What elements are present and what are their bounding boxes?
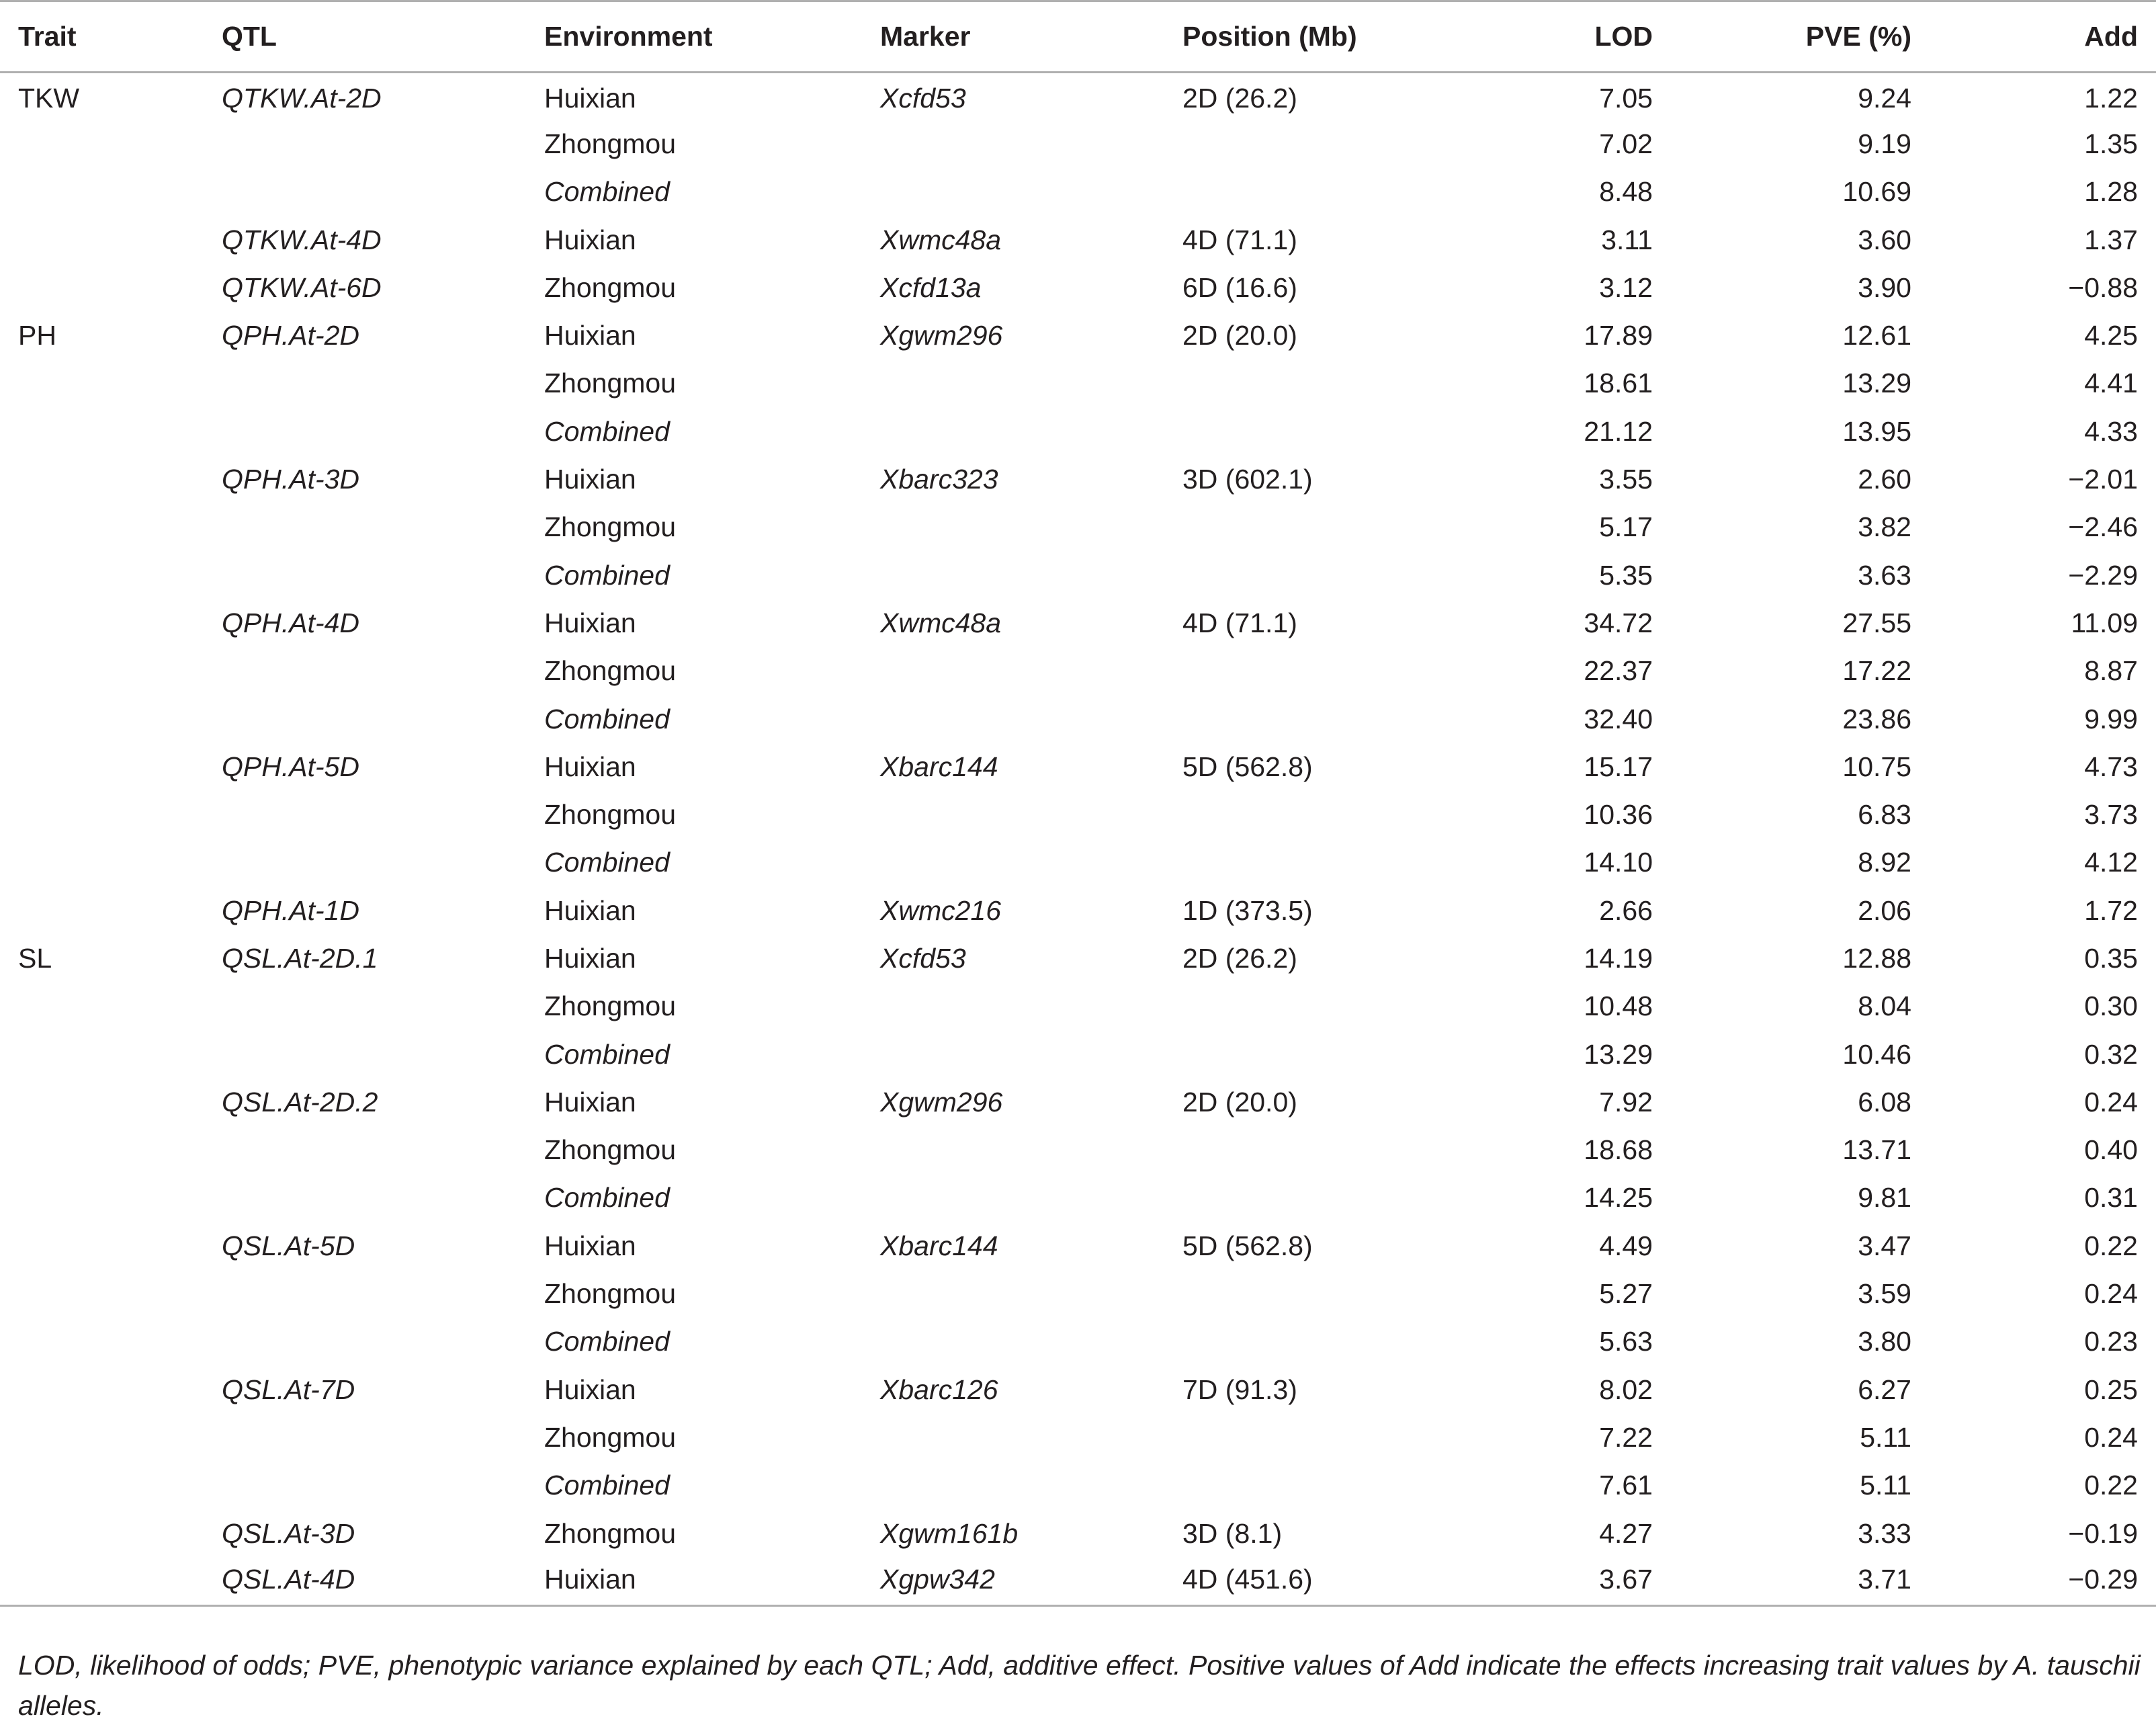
qtl-cell: QPH.At-2D	[222, 320, 360, 351]
header-marker: Marker	[880, 1, 1182, 73]
position-cell	[1182, 1030, 1505, 1078]
position-cell	[1182, 360, 1505, 407]
lod-cell: 21.12	[1584, 415, 1653, 447]
qtl-cell	[222, 120, 544, 168]
position-cell: 3D (602.1)	[1182, 464, 1313, 495]
lod-cell: 7.92	[1599, 1086, 1653, 1117]
environment-cell: Combined	[544, 847, 670, 878]
marker-cell	[880, 120, 1182, 168]
marker-cell	[880, 1126, 1182, 1174]
environment-cell: Zhongmou	[544, 368, 677, 399]
trait-cell	[0, 168, 222, 216]
add-cell: 1.28	[2084, 176, 2138, 208]
table-row	[0, 264, 2156, 312]
trait-cell	[0, 264, 222, 312]
lod-cell: 7.05	[1599, 83, 1653, 114]
add-cell: −2.46	[2068, 511, 2138, 543]
lod-cell: 34.72	[1584, 607, 1653, 638]
environment-cell: Huixian	[544, 224, 636, 255]
trait-cell	[0, 1462, 222, 1509]
marker-cell	[880, 168, 1182, 216]
table-row	[0, 599, 2156, 647]
table-row	[0, 1222, 2156, 1270]
trait-cell	[0, 1079, 222, 1126]
environment-cell: Zhongmou	[544, 1134, 677, 1166]
marker-cell: Xbarc126	[880, 1374, 998, 1405]
lod-cell: 3.55	[1599, 464, 1653, 495]
trait-cell	[0, 1270, 222, 1318]
position-cell: 4D (451.6)	[1182, 1558, 1505, 1605]
qtl-cell: QSL.At-7D	[222, 1374, 355, 1405]
marker-cell: Xcfd53	[880, 942, 966, 974]
pve-cell: 6.27	[1858, 1374, 1911, 1405]
table-row	[0, 360, 2156, 407]
pve-cell: 10.46	[1842, 1038, 1911, 1070]
pve-cell: 3.33	[1858, 1517, 1911, 1549]
lod-cell: 4.49	[1599, 1230, 1653, 1261]
lod-cell: 15.17	[1584, 751, 1653, 782]
environment-cell: Combined	[544, 1326, 670, 1357]
position-cell	[1182, 120, 1505, 168]
lod-cell: 5.63	[1599, 1326, 1653, 1357]
table-row	[0, 312, 2156, 360]
position-cell	[1182, 791, 1505, 839]
qtl-cell: QPH.At-5D	[222, 751, 360, 782]
qtl-cell	[222, 647, 544, 695]
trait-cell	[0, 1509, 222, 1557]
trait-cell	[0, 1366, 222, 1414]
position-cell	[1182, 1174, 1505, 1222]
qtl-cell: QSL.At-2D.2	[222, 1086, 378, 1117]
environment-cell: Combined	[544, 176, 670, 208]
add-cell: 0.35	[2084, 942, 2138, 974]
trait-cell	[0, 456, 222, 503]
pve-cell: 5.11	[1860, 1421, 1911, 1453]
position-cell	[1182, 1462, 1505, 1509]
trait-cell	[0, 1222, 222, 1270]
table-row	[0, 551, 2156, 599]
add-cell: 4.33	[2084, 415, 2138, 447]
marker-cell	[880, 695, 1182, 743]
trait-cell	[0, 1174, 222, 1222]
trait-cell	[0, 1414, 222, 1462]
add-cell: 1.37	[2084, 224, 2138, 255]
pve-cell: 9.24	[1858, 83, 1911, 114]
pve-cell: 5.11	[1860, 1470, 1911, 1501]
table-row	[0, 503, 2156, 551]
lod-cell: 7.02	[1599, 128, 1653, 159]
table-row	[0, 1030, 2156, 1078]
table-row	[0, 1414, 2156, 1462]
trait-cell: PH	[18, 320, 56, 351]
add-cell: 3.73	[2084, 799, 2138, 831]
trait-cell	[0, 887, 222, 935]
header-qtl: QTL	[222, 1, 544, 73]
trait-cell	[0, 551, 222, 599]
qtl-cell: QPH.At-4D	[222, 607, 360, 638]
add-cell: −2.01	[2068, 464, 2138, 495]
environment-cell: Combined	[544, 703, 670, 734]
position-cell	[1182, 1318, 1505, 1365]
lod-cell: 2.66	[1599, 894, 1653, 926]
pve-cell: 3.90	[1858, 271, 1911, 303]
qtl-cell	[222, 1462, 544, 1509]
environment-cell: Huixian	[544, 464, 636, 495]
environment-cell: Zhongmou	[544, 1421, 677, 1453]
marker-cell	[880, 1174, 1182, 1222]
qtl-cell	[222, 1414, 544, 1462]
qtl-cell	[222, 695, 544, 743]
position-cell: 5D (562.8)	[1182, 1230, 1313, 1261]
environment-cell: Zhongmou	[544, 1278, 677, 1310]
lod-cell: 10.48	[1584, 990, 1653, 1022]
table-row	[0, 1126, 2156, 1174]
add-cell: 4.12	[2084, 847, 2138, 878]
pve-cell: 3.71	[1653, 1558, 1911, 1605]
table-row	[0, 935, 2156, 982]
position-cell: 5D (562.8)	[1182, 751, 1313, 782]
add-cell: 1.35	[2084, 128, 2138, 159]
position-cell: 4D (71.1)	[1182, 224, 1297, 255]
pve-cell: 17.22	[1842, 655, 1911, 687]
table-row	[0, 982, 2156, 1030]
marker-cell: Xgpw342	[880, 1558, 1182, 1605]
trait-cell	[0, 360, 222, 407]
lod-cell: 7.22	[1599, 1421, 1653, 1453]
marker-cell: Xgwm296	[880, 1086, 1003, 1117]
qtl-cell: QSL.At-4D	[222, 1558, 544, 1605]
position-cell: 1D (373.5)	[1182, 894, 1313, 926]
qtl-cell	[222, 1126, 544, 1174]
table-row	[0, 73, 2156, 120]
add-cell: 0.25	[2084, 1374, 2138, 1405]
environment-cell: Zhongmou	[544, 1517, 677, 1549]
marker-cell	[880, 408, 1182, 456]
lod-cell: 4.27	[1599, 1517, 1653, 1549]
marker-cell	[880, 1414, 1182, 1462]
marker-cell	[880, 360, 1182, 407]
qtl-cell	[222, 408, 544, 456]
marker-cell	[880, 839, 1182, 886]
qtl-cell: QSL.At-3D	[222, 1517, 355, 1549]
qtl-cell: QSL.At-5D	[222, 1230, 355, 1261]
qtl-cell	[222, 1270, 544, 1318]
position-cell: 2D (26.2)	[1182, 942, 1297, 974]
add-cell: 0.30	[2084, 990, 2138, 1022]
add-cell: −2.29	[2068, 559, 2138, 591]
position-cell	[1182, 695, 1505, 743]
position-cell: 2D (20.0)	[1182, 1086, 1297, 1117]
lod-cell: 10.36	[1584, 799, 1653, 831]
environment-cell: Huixian	[544, 751, 636, 782]
table-row	[0, 1270, 2156, 1318]
qtl-cell	[222, 982, 544, 1030]
marker-cell: Xcfd53	[880, 83, 966, 114]
marker-cell	[880, 791, 1182, 839]
pve-cell: 3.60	[1858, 224, 1911, 255]
position-cell: 4D (71.1)	[1182, 607, 1297, 638]
position-cell: 7D (91.3)	[1182, 1374, 1297, 1405]
table-footnote: LOD, likelihood of odds; PVE, phenotypic variance explained by each QTL; Add, additive effect. Positive values of Add indicate the effects increasing trait values by A. tauschii alleles.	[18, 1650, 2141, 1721]
environment-cell: Zhongmou	[544, 655, 677, 687]
lod-cell: 18.68	[1584, 1134, 1653, 1166]
pve-cell: 6.83	[1858, 799, 1911, 831]
trait-cell: TKW	[18, 83, 80, 114]
marker-cell: Xgwm161b	[880, 1517, 1019, 1549]
add-cell: 8.87	[2084, 655, 2138, 687]
environment-cell: Zhongmou	[544, 990, 677, 1022]
qtl-cell	[222, 168, 544, 216]
lod-cell: 3.11	[1601, 224, 1653, 255]
lod-cell: 17.89	[1584, 320, 1653, 351]
position-cell	[1182, 168, 1505, 216]
lod-cell: 13.29	[1584, 1038, 1653, 1070]
pve-cell: 3.80	[1858, 1326, 1911, 1357]
table-body	[0, 73, 2156, 1606]
qtl-cell	[222, 503, 544, 551]
environment-cell: Huixian	[544, 1086, 636, 1117]
trait-cell	[0, 408, 222, 456]
environment-cell: Huixian	[544, 320, 636, 351]
table-row	[0, 1318, 2156, 1365]
pve-cell: 2.06	[1858, 894, 1911, 926]
table-row	[0, 408, 2156, 456]
header-environment: Environment	[544, 1, 880, 73]
position-cell: 2D (20.0)	[1182, 320, 1297, 351]
environment-cell: Huixian	[544, 1230, 636, 1261]
header-position: Position (Mb)	[1182, 1, 1505, 73]
add-cell: −0.88	[2068, 271, 2138, 303]
environment-cell: Combined	[544, 1182, 670, 1214]
marker-cell: Xcfd13a	[880, 271, 982, 303]
marker-cell: Xwmc48a	[880, 224, 1002, 255]
lod-cell: 3.12	[1599, 271, 1653, 303]
environment-cell: Huixian	[544, 1558, 880, 1605]
trait-cell	[0, 695, 222, 743]
table-row	[0, 791, 2156, 839]
environment-cell: Combined	[544, 1470, 670, 1501]
environment-cell: Huixian	[544, 894, 636, 926]
qtl-cell	[222, 791, 544, 839]
add-cell: 0.32	[2084, 1038, 2138, 1070]
marker-cell	[880, 503, 1182, 551]
pve-cell: 6.08	[1858, 1086, 1911, 1117]
position-cell	[1182, 503, 1505, 551]
environment-cell: Combined	[544, 1038, 670, 1070]
lod-cell: 8.02	[1599, 1374, 1653, 1405]
table-row	[0, 647, 2156, 695]
marker-cell	[880, 647, 1182, 695]
qtl-cell: QPH.At-3D	[222, 464, 360, 495]
pve-cell: 13.95	[1842, 415, 1911, 447]
qtl-cell: QTKW.At-2D	[222, 83, 382, 114]
pve-cell: 27.55	[1842, 607, 1911, 638]
lod-cell: 14.19	[1584, 942, 1653, 974]
trait-cell	[0, 1318, 222, 1365]
position-cell	[1182, 647, 1505, 695]
trait-cell	[0, 120, 222, 168]
position-cell: 3D (8.1)	[1182, 1517, 1283, 1549]
trait-cell: SL	[18, 942, 52, 974]
pve-cell: 8.92	[1858, 847, 1911, 878]
header-add: Add	[1911, 1, 2156, 73]
pve-cell: 12.88	[1842, 942, 1911, 974]
pve-cell: 8.04	[1858, 990, 1911, 1022]
table-row	[0, 695, 2156, 743]
qtl-cell: QPH.At-1D	[222, 894, 360, 926]
marker-cell	[880, 1318, 1182, 1365]
qtl-cell: QTKW.At-4D	[222, 224, 382, 255]
lod-cell: 8.48	[1599, 176, 1653, 208]
lod-cell: 7.61	[1599, 1470, 1653, 1501]
add-cell: −0.29	[1911, 1558, 2156, 1605]
table-row	[0, 168, 2156, 216]
marker-cell: Xbarc323	[880, 464, 998, 495]
environment-cell: Huixian	[544, 607, 636, 638]
position-cell	[1182, 1270, 1505, 1318]
lod-cell: 14.10	[1584, 847, 1653, 878]
qtl-cell	[222, 1318, 544, 1365]
add-cell: 1.72	[2084, 894, 2138, 926]
marker-cell: Xgwm296	[880, 320, 1003, 351]
environment-cell: Huixian	[544, 942, 636, 974]
trait-cell	[0, 839, 222, 886]
qtl-cell	[222, 1174, 544, 1222]
table-row	[0, 1366, 2156, 1414]
marker-cell	[880, 551, 1182, 599]
marker-cell: Xbarc144	[880, 751, 998, 782]
add-cell: 9.99	[2084, 703, 2138, 734]
trait-cell	[0, 647, 222, 695]
table-row	[0, 743, 2156, 791]
pve-cell: 2.60	[1858, 464, 1911, 495]
lod-cell: 5.35	[1599, 559, 1653, 591]
table-row	[0, 887, 2156, 935]
qtl-cell	[222, 1030, 544, 1078]
table-row	[0, 839, 2156, 886]
table-row	[0, 1558, 2156, 1605]
lod-cell: 3.67	[1505, 1558, 1653, 1605]
pve-cell: 3.59	[1858, 1278, 1911, 1310]
trait-cell	[0, 743, 222, 791]
marker-cell: Xwmc216	[880, 894, 1002, 926]
add-cell: 1.22	[2084, 83, 2138, 114]
header-pve: PVE (%)	[1653, 1, 1911, 73]
table-row	[0, 120, 2156, 168]
environment-cell: Zhongmou	[544, 511, 677, 543]
qtl-cell	[222, 360, 544, 407]
environment-cell: Combined	[544, 559, 670, 591]
trait-cell	[0, 1030, 222, 1078]
pve-cell: 9.19	[1858, 128, 1911, 159]
pve-cell: 13.29	[1842, 368, 1911, 399]
lod-cell: 18.61	[1584, 368, 1653, 399]
lod-cell: 32.40	[1584, 703, 1653, 734]
trait-cell	[0, 503, 222, 551]
pve-cell: 3.82	[1858, 511, 1911, 543]
environment-cell: Combined	[544, 415, 670, 447]
pve-cell: 13.71	[1842, 1134, 1911, 1166]
position-cell: 2D (26.2)	[1182, 83, 1297, 114]
lod-cell: 5.27	[1599, 1278, 1653, 1310]
environment-cell: Zhongmou	[544, 271, 677, 303]
pve-cell: 12.61	[1842, 320, 1911, 351]
trait-cell	[0, 216, 222, 263]
table-row	[0, 1174, 2156, 1222]
qtl-cell: QSL.At-2D.1	[222, 942, 378, 974]
add-cell: 4.25	[2084, 320, 2138, 351]
qtl-cell: QTKW.At-6D	[222, 271, 382, 303]
table-row	[0, 1079, 2156, 1126]
position-cell	[1182, 408, 1505, 456]
add-cell: 4.41	[2084, 368, 2138, 399]
environment-cell: Huixian	[544, 1374, 636, 1405]
add-cell: 4.73	[2084, 751, 2138, 782]
add-cell: 0.24	[2084, 1421, 2138, 1453]
environment-cell: Zhongmou	[544, 799, 677, 831]
add-cell: 0.23	[2084, 1326, 2138, 1357]
qtl-cell	[222, 839, 544, 886]
pve-cell: 9.81	[1858, 1182, 1911, 1214]
marker-cell	[880, 1462, 1182, 1509]
environment-cell: Huixian	[544, 83, 636, 114]
table-row	[0, 456, 2156, 503]
position-cell	[1182, 839, 1505, 886]
marker-cell: Xbarc144	[880, 1230, 998, 1261]
table-row	[0, 1462, 2156, 1509]
lod-cell: 5.17	[1599, 511, 1653, 543]
add-cell: 11.09	[2071, 607, 2138, 638]
environment-cell: Zhongmou	[544, 128, 677, 159]
add-cell: 0.24	[2084, 1086, 2138, 1117]
marker-cell: Xwmc48a	[880, 607, 1002, 638]
pve-cell: 3.47	[1858, 1230, 1911, 1261]
trait-cell	[0, 1558, 222, 1605]
marker-cell	[880, 1270, 1182, 1318]
qtl-cell	[222, 551, 544, 599]
position-cell	[1182, 1414, 1505, 1462]
pve-cell: 3.63	[1858, 559, 1911, 591]
table-row	[0, 216, 2156, 263]
add-cell: 0.22	[2084, 1230, 2138, 1261]
add-cell: 0.40	[2084, 1134, 2138, 1166]
header-trait: Trait	[0, 1, 222, 73]
add-cell: 0.22	[2084, 1470, 2138, 1501]
trait-cell	[0, 1126, 222, 1174]
marker-cell	[880, 982, 1182, 1030]
add-cell: 0.31	[2084, 1182, 2138, 1214]
add-cell: −0.19	[2068, 1517, 2138, 1549]
table-row	[0, 1509, 2156, 1557]
marker-cell	[880, 1030, 1182, 1078]
pve-cell: 10.75	[1842, 751, 1911, 782]
table-header-row	[0, 1, 2156, 73]
position-cell	[1182, 1126, 1505, 1174]
trait-cell	[0, 982, 222, 1030]
trait-cell	[0, 791, 222, 839]
lod-cell: 14.25	[1584, 1182, 1653, 1214]
add-cell: 0.24	[2084, 1278, 2138, 1310]
trait-cell	[0, 599, 222, 647]
pve-cell: 23.86	[1842, 703, 1911, 734]
position-cell	[1182, 982, 1505, 1030]
position-cell	[1182, 551, 1505, 599]
position-cell: 6D (16.6)	[1182, 271, 1297, 303]
lod-cell: 22.37	[1584, 655, 1653, 687]
pve-cell: 10.69	[1842, 176, 1911, 208]
header-lod: LOD	[1505, 1, 1653, 73]
